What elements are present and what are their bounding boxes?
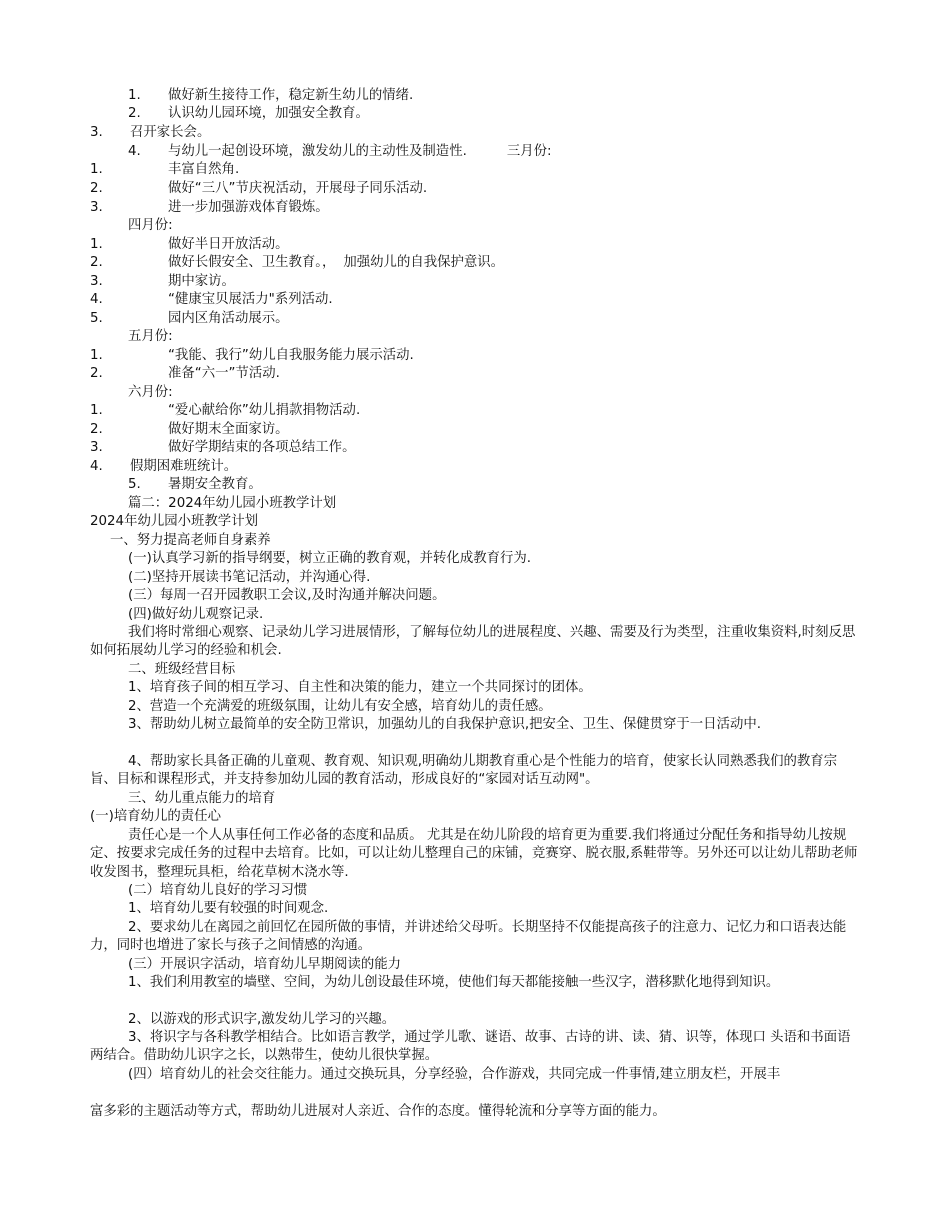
list-item: 2、要求幼儿在离园之前回忆在园所做的事情，并讲述给父母听。长期坚持不仅能提高孩子的注意力、记忆力和口语表达能力，同时也增进了家长与孩子之间情感的沟通。 xyxy=(90,920,847,954)
list-item: 3. 召开家长会。 xyxy=(90,125,211,140)
list-item: 2. 准备“六一”节活动. xyxy=(90,366,280,381)
list-item: 4. 与幼儿一起创设环境，激发幼儿的主动性及制造性. 三月份: xyxy=(128,144,552,159)
document-title: 2024年幼儿园小班教学计划 xyxy=(90,514,258,529)
list-item: 1、培育幼儿要有较强的时间观念. xyxy=(128,901,329,916)
month-heading-may: 五月份: xyxy=(128,329,173,344)
list-item: 3. 期中家访。 xyxy=(90,274,235,289)
section-heading: 三、幼儿重点能力的培育 xyxy=(128,791,276,806)
section-heading: 二、班级经营目标 xyxy=(128,662,236,677)
list-item: 1. 做好半日开放活动。 xyxy=(90,237,289,252)
goal-item: 2、营造一个充满爱的班级氛围，让幼儿有安全感，培育幼儿的责任感。 xyxy=(128,699,552,714)
part-title: 篇二：2024年幼儿园小班教学计划 xyxy=(128,496,337,511)
list-item: 5. 暑期安全教育。 xyxy=(128,477,262,492)
list-item: 1. “我能、我行”幼儿自我服务能力展示活动. xyxy=(90,348,414,363)
list-item: 2. 做好期末全面家访。 xyxy=(90,422,289,437)
paragraph-continuation: 富多彩的主题活动等方式，帮助幼儿进展对人亲近、合作的态度。懂得轮流和分享等方面的能力。 xyxy=(90,1104,666,1119)
goal-item: 3、帮助幼儿树立最简单的安全防卫常识，加强幼儿的自我保护意识,把安全、卫生、保健贯穿于一日活动中. xyxy=(128,717,761,732)
list-item: 2. 认识幼儿园环境，加强安全教育。 xyxy=(128,106,369,121)
paragraph: 责任心是一个人从事任何工作必备的态度和品质。 尤其是在幼儿阶段的培育更为重要.我们将通过分配任务和指导幼儿按规定、按要求完成任务的过程中去培育。比如，可以让幼儿整理自己的床铺，竞赛穿、脱衣服,系鞋带等。另外还可以让幼儿帮助老师收发图书，整理玩具柜，给花草树木浇水等. xyxy=(90,828,858,880)
list-item: 4. “健康宝贝展活力"系列活动. xyxy=(90,292,333,307)
section-heading: 一、努力提高老师自身素养 xyxy=(110,533,271,548)
list-item: 1. “爱心献给你”幼儿捐款捐物活动. xyxy=(90,403,361,418)
month-heading-june: 六月份: xyxy=(128,385,173,400)
month-heading-march: 三月份: xyxy=(506,144,552,159)
goal-item: 1、培育孩子间的相互学习、自主性和决策的能力，建立一个共同探讨的团体。 xyxy=(128,680,592,695)
list-item: 3. 做好学期结束的各项总结工作。 xyxy=(90,440,356,455)
list-item: 2. 做好长假安全、卫生教育。， 加强幼儿的自我保护意识。 xyxy=(90,255,505,270)
subsection-item: (一)认真学习新的指导纲要，树立正确的教育观，并转化成教育行为. xyxy=(128,551,532,566)
subsection-item: (二)坚持开展读书笔记活动，并沟通心得. xyxy=(128,570,371,585)
list-item: 2、以游戏的形式识字,激发幼儿学习的兴趣。 xyxy=(128,1012,396,1027)
list-item: 3、将识字与各科教学相结合。比如语言教学，通过学儿歌、谜语、故事、古诗的讲、读、猜、识等，体现口 头语和书面语两结合。借助幼儿识字之长，以熟带生，使幼儿很快掌握。 xyxy=(90,1030,851,1064)
goal-item: 4、帮助家长具备正确的儿童观、教育观、知识观,明确幼儿期教育重心是个性能力的培育，使家长认同熟悉我们的教育宗旨、目标和课程形式，并支持参加幼儿园的教育活动，形成良好的“家园对话互动网"。 xyxy=(90,754,838,788)
subsection-heading: (二）培育幼儿良好的学习习惯 xyxy=(128,883,308,898)
list-item: 5. 园内区角活动展示。 xyxy=(90,311,289,326)
list-item: 4. 假期困难班统计。 xyxy=(90,459,238,474)
paragraph: 我们将时常细心观察、记录幼儿学习进展情形，了解每位幼儿的进展程度、兴趣、需要及行为类型，注重收集资料,时刻反思如何拓展幼儿学习的经验和机会. xyxy=(90,625,856,659)
subsection-heading: (一)培育幼儿的责任心 xyxy=(90,809,221,824)
subsection-heading: (四）培育幼儿的社会交往能力。通过交换玩具，分享经验，合作游戏，共同完成一件事情,建立朋友栏，开展丰 xyxy=(128,1067,781,1082)
list-item: 1. 丰富自然角. xyxy=(90,162,240,177)
list-item: 1. 做好新生接待工作，稳定新生幼儿的情绪. xyxy=(128,88,414,103)
subsection-item: (三）每周一召开园教职工会议,及时沟通并解决问题。 xyxy=(128,588,446,603)
list-item: 2. 做好“三八”节庆祝活动，开展母子同乐活动. xyxy=(90,181,428,196)
subsection-item: (四)做好幼儿观察记录. xyxy=(128,607,264,622)
subsection-heading: (三）开展识字活动，培育幼儿早期阅读的能力 xyxy=(128,957,402,972)
list-item: 1、我们利用教室的墙壁、空间，为幼儿创设最佳环境，使他们每天都能接触一些汉字，潜移默化地得到知识。 xyxy=(128,975,780,990)
month-heading-april: 四月份: xyxy=(128,218,173,233)
list-item: 3. 进一步加强游戏体育锻炼。 xyxy=(90,200,329,215)
